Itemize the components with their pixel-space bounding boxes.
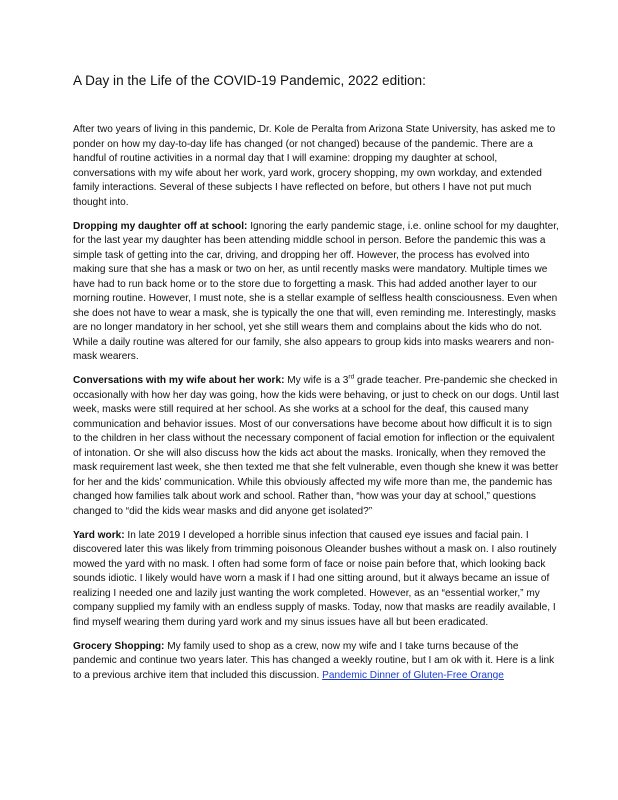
document-title: A Day in the Life of the COVID-19 Pandemic, 2022 edition:: [73, 73, 426, 88]
grocery-paragraph: [73, 640, 561, 684]
wife-paragraph: [73, 374, 561, 519]
yard-heading: Yard work:: [73, 529, 125, 541]
yard-paragraph: [73, 529, 561, 631]
wife-text-start: My wife is a 3: [284, 375, 349, 386]
wife-heading: Conversations with my wife about her work:: [73, 375, 285, 386]
document-body: [73, 123, 561, 693]
school-paragraph: [73, 220, 561, 365]
school-text: Ignoring the early pandemic stage, i.e. online school for my daughter, for the last year my daughter has been attending middle school in person. Before the pandemic this was a simple task of getting into the car, driving, and dropping her off. However, the process has evolved into making sure that she has a mask or two on her, as until recently masks were mandatory. Multiple times we have had to run back home or to the store due to forgetting a mask. This had added another layer to our morning routine. However, I must note, she is a stellar example of selfless health consciousness. Even when she does not have to wear a mask, she is typically the one that will, even reminding me. Interestingly, masks are no longer mandatory in her school, yet she still wears them and complains about the kids who do not. While a daily routine was altered for our family, she also appears to group kids into masks wearers and non-mask wearers.: [73, 220, 559, 362]
ordinal-superscript: rd: [348, 373, 355, 381]
archive-link[interactable]: Pandemic Dinner of Gluten-Free Orange: [322, 669, 504, 681]
yard-text: In late 2019 I developed a horrible sinus infection that caused eye issues and facial pain. I discovered later this was likely from trimming poisonous Oleander bushes without a mask on. I also routinely mowed the yard with no mask. I often had some form of face or noise pain before that, which looking back sounds idiotic. I likely would have worn a mask if I had one sitting around, but it always became an issue of realizing I needed one and lazily just wanting the work completed. However, as an “essential worker,” my company supplied my family with an endless supply of masks. Today, now that masks are readily available, I find myself wearing them during yard work and my sinus issues have all but been eradicated.: [73, 529, 557, 628]
grocery-heading: Grocery Shopping:: [73, 640, 165, 652]
school-heading: Dropping my daughter off at school:: [73, 220, 248, 232]
wife-text-rest: grade teacher. Pre-pandemic she checked in occasionally with how her day was going, how the kids were behaving, or just to check on our dogs. Until last week, masks were still required at her school. As she works at a school for the deaf, this caused many communication and behavior issues. Most of our conversations have become about how difficult it is to sign to the children in her class without the necessary component of facial emotion for inflection or the equivalent of intonation. Or she will also discuss how the kids act about the masks. Ironically, when they removed the mask requirement last week, she then texted me that she felt vulnerable, even though she knew it was better for her and the kids’ communication. While this obviously affected my wife more than me, the pandemic has changed how families talk about work and school. Rather than, “how was your day at school,” questions changed to “did the kids wear masks and did anyone get isolated?”: [73, 375, 559, 517]
intro-paragraph: After two years of living in this pandemic, Dr. Kole de Peralta from Arizona State University, has asked me to ponder on how my day-to-day life has changed (or not changed) because of the pandemic. There are a handful of routine activities in a normal day that I will examine: dropping my daughter at school, conversations with my wife about her work, yard work, grocery shopping, my own workday, and extended family interactions. Several of these subjects I have reflected on before, but others I have not put much thought into.: [73, 124, 556, 208]
grocery-text: My family used to shop as a crew, now my wife and I take turns because of the pandemic and continue two years later. This has changed a weekly routine, but I am ok with it. Here is a link to a previous archive item that included this discussion.: [73, 640, 555, 681]
